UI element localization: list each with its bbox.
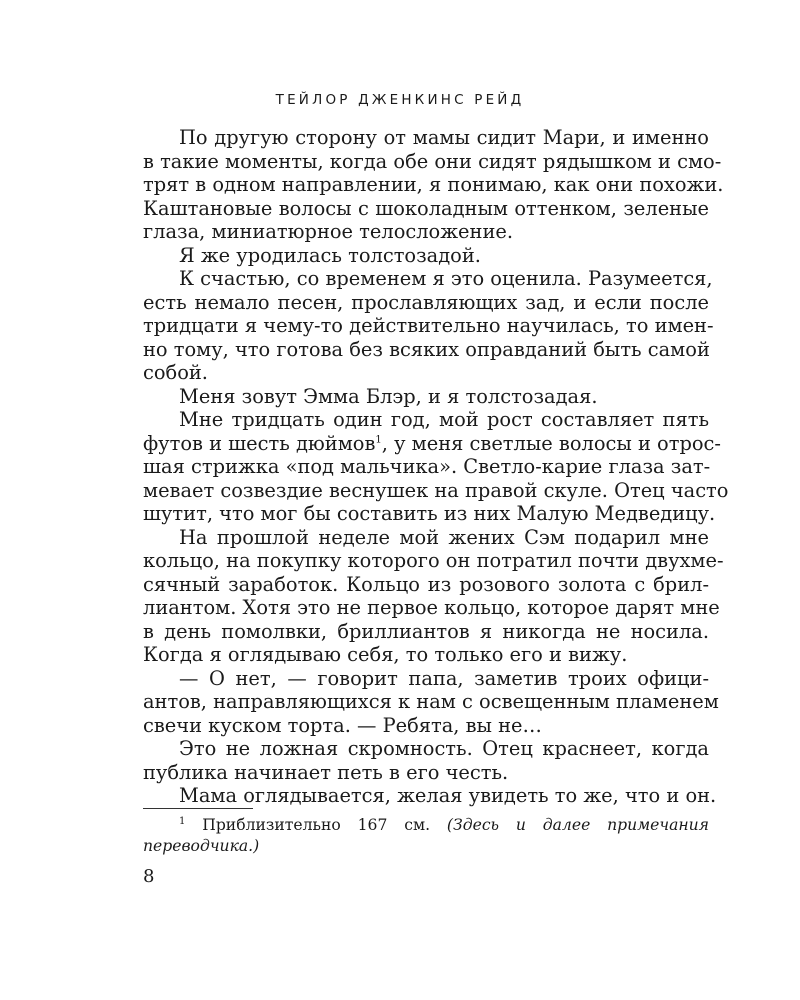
text-fragment: , у меня светлые волосы и отрос- — [381, 431, 721, 455]
text-line: Мне тридцать один год, мой рост составляет пять — [179, 408, 709, 431]
text-line: в день помолвки, бриллиантов я никогда не носила. — [143, 619, 709, 643]
text-line: собой. — [143, 361, 208, 384]
footnote-divider — [143, 808, 253, 809]
text-line: кольцо, на покупку которого он потратил почти двухме- — [143, 549, 724, 572]
footnote-italic-text: переводчика.) — [143, 836, 260, 855]
footnote-line — [143, 815, 709, 836]
text-line: но тому, что готова без всяких оправданий быть самой — [143, 337, 710, 361]
text-line: — О нет, — говорит папа, заметив троих офици- — [179, 666, 709, 690]
text-line: шая стрижка «под мальчика». Светло-карие глаза зат- — [143, 455, 711, 478]
text-line: шутит, что мог бы составить из них Малую Медведицу. — [143, 502, 716, 525]
text-line: По другую сторону от мамы сидит Мари, и именно — [179, 126, 709, 149]
footnote-text: Приблизительно 167 см. — [202, 816, 431, 834]
text-line: Мама оглядывается, желая увидеть то же, что и он. — [179, 784, 717, 807]
text-line: в такие моменты, когда обе они сидят рядышком и смо- — [143, 149, 722, 173]
text-line: Каштановые волосы с шоколадным оттенком, зеленые — [143, 196, 709, 220]
text-line: антов, направляющихся к нам с освещенным пламенем — [143, 690, 719, 713]
body-text — [143, 126, 729, 808]
text-line-with-footnote-ref — [143, 431, 721, 456]
text-line: Когда я оглядываю себя, то только его и вижу. — [143, 643, 628, 666]
text-line: публика начинает петь в его честь. — [143, 760, 509, 784]
text-line: На прошлой неделе мой жених Сэм подарил мне — [179, 525, 709, 549]
page-number: 8 — [143, 866, 155, 887]
running-header: ТЕЙЛОР ДЖЕНКИНС РЕЙД — [275, 92, 525, 108]
footnote-number: 1 — [179, 815, 186, 827]
text-line: тридцати я чему-то действительно научилась, то имен- — [143, 314, 714, 337]
text-line: свечи куском торта. — Ребята, вы не… — [143, 713, 542, 737]
footnote-line — [143, 836, 709, 857]
footnote-italic-text: (Здесь и далее примечания — [446, 816, 709, 834]
text-line: мевает созвездие веснушек на правой скуле. Отец часто — [143, 478, 729, 502]
text-fragment: футов и шесть дюймов — [143, 431, 376, 455]
footnote-reference: 1 — [375, 434, 382, 446]
text-line: есть немало песен, прославляющих зад, и если после — [143, 290, 709, 314]
text-line: Меня зовут Эмма Блэр, и я толстозадая. — [179, 384, 598, 408]
text-line: сячный заработок. Кольцо из розового золота с брил- — [143, 572, 709, 596]
text-line: Я же уродилась толстозадой. — [179, 243, 481, 267]
text-line: трят в одном направлении, я понимаю, как они похожи. — [143, 173, 724, 196]
footnote — [143, 815, 709, 856]
text-line: лиантом. Хотя это не первое кольцо, которое дарят мне — [143, 596, 720, 619]
text-line: глаза, миниатюрное телосложение. — [143, 220, 514, 243]
text-line: К счастью, со временем я это оценила. Разумеется, — [179, 267, 713, 290]
text-line: Это не ложная скромность. Отец краснеет, когда — [179, 737, 709, 760]
